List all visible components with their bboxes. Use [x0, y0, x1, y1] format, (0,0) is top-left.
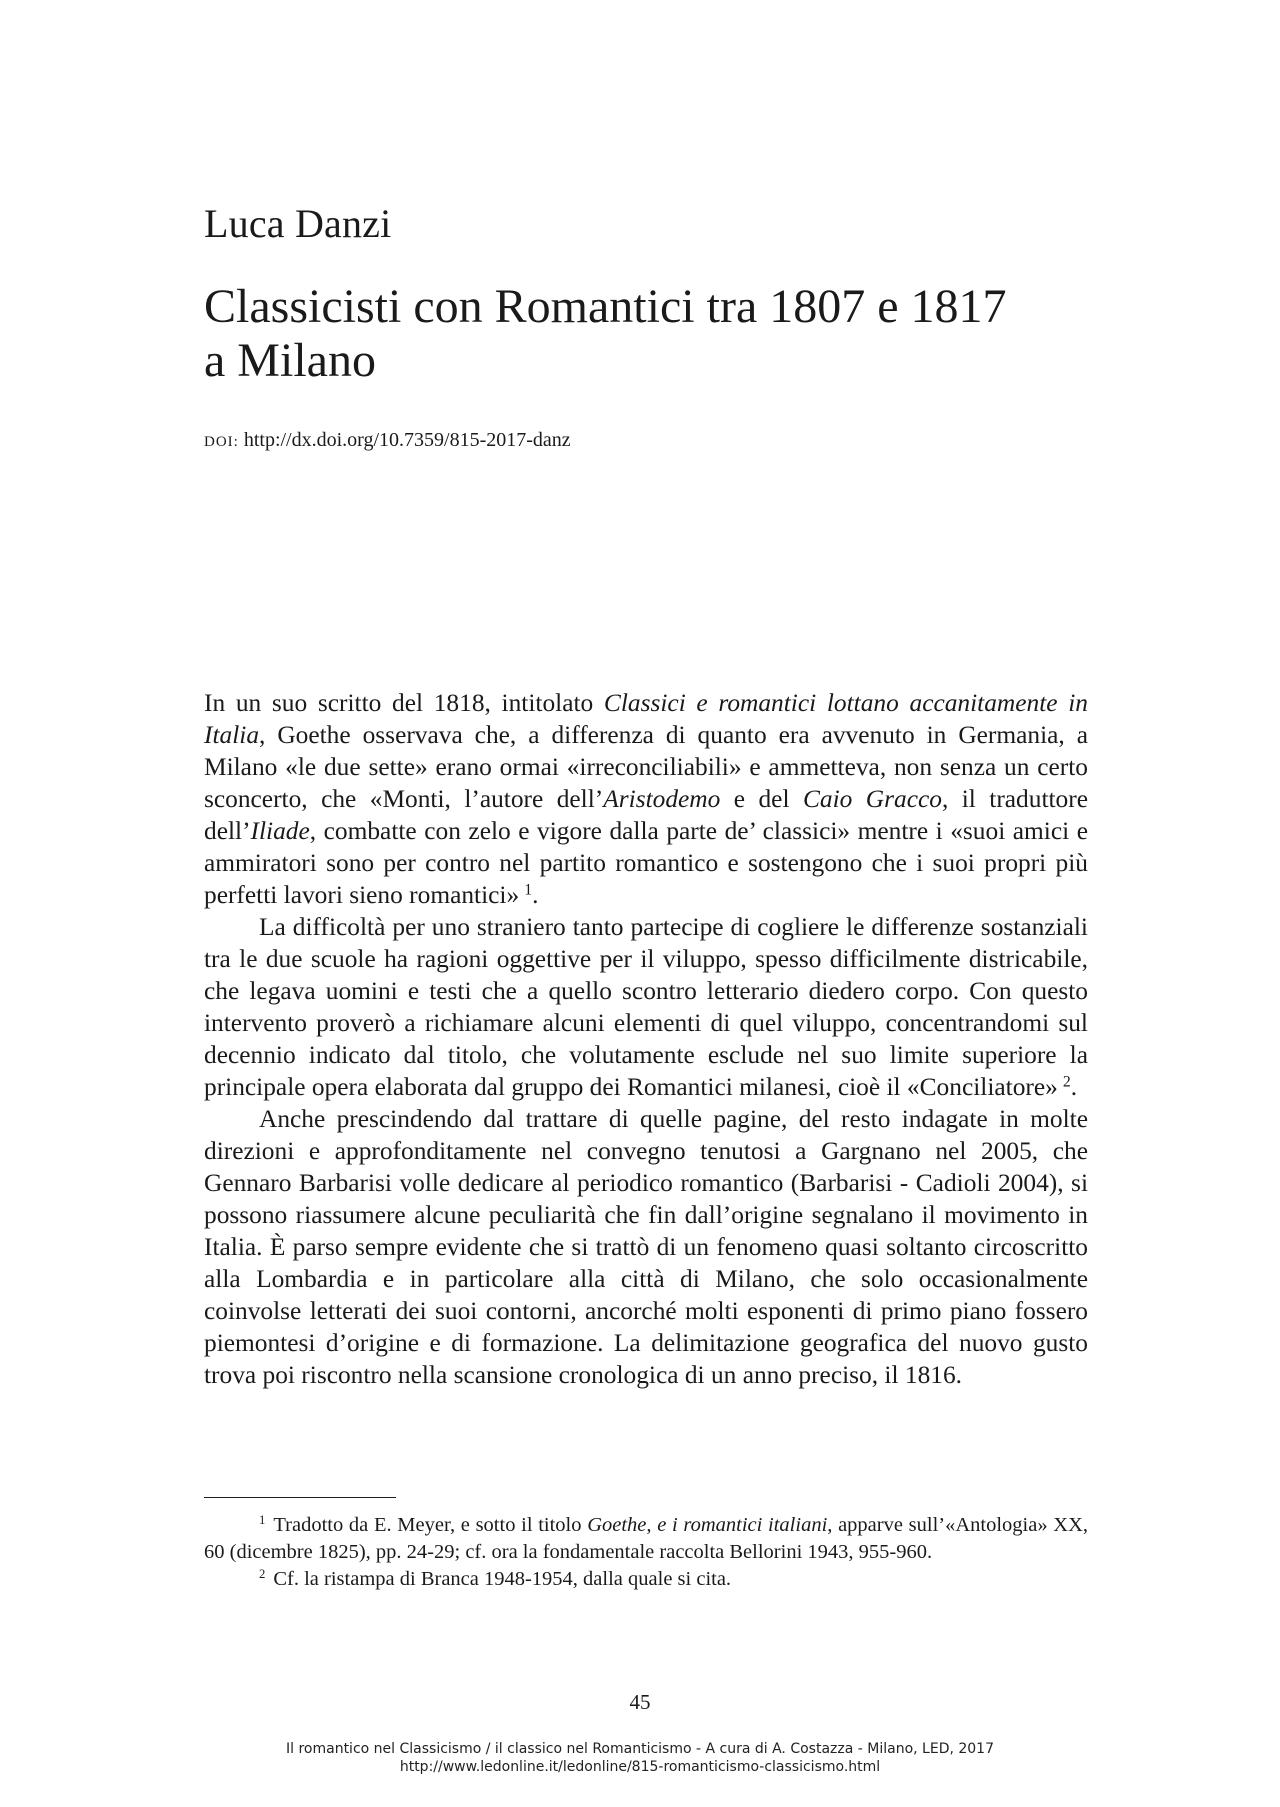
- doi-line: [204, 427, 571, 455]
- text-run: In un suo scritto del 1818, intitolato: [204, 689, 604, 717]
- text-run: Cf. la ristampa di Branca 1948-1954, dalla quale si cita.: [273, 1568, 732, 1590]
- page-number: 45: [629, 1690, 651, 1714]
- footnote-divider: [204, 1497, 396, 1498]
- body-text: [204, 687, 1088, 1391]
- italic-title: Caio Gracco: [802, 785, 942, 813]
- text-run: , apparve sull’«Antologia» XX, 60 (dicembre 1825), pp. 24-29; cf. ora la fondamentale raccolta Bellorini 1943, 955-960.: [204, 1514, 1089, 1563]
- footnote-1: [204, 1512, 1088, 1566]
- doi-label: DOI:: [204, 434, 239, 450]
- article-title-line-1: Classicisti con Romantici tra 1807 e 1817: [204, 280, 1007, 333]
- footnote-2: [204, 1566, 1088, 1593]
- text-run: , il traduttore dell’: [204, 785, 1088, 845]
- italic-title: Iliade: [250, 817, 310, 845]
- article-title-line-2: a Milano: [204, 334, 376, 387]
- italic-title: Classici e romantici lottano accanitamente in Italia: [204, 689, 1088, 749]
- paragraph-1: [204, 687, 1088, 911]
- text-run: e del: [720, 785, 803, 813]
- text-run: , combatte con zelo e vigore dalla parte de’ classici» mentre i «suoi amici e ammiratori sono per contro nel partito romantico e sostengono che i suoi propri più perfetti lavori sieno romantici»: [204, 817, 1088, 909]
- article-title: [204, 280, 1104, 388]
- page-footer: [0, 1740, 1280, 1776]
- doi-link[interactable]: http://dx.doi.org/10.7359/815-2017-danz: [243, 429, 571, 451]
- footnote-ref-1[interactable]: 1: [524, 881, 533, 899]
- author-name: Luca Danzi: [204, 201, 392, 246]
- italic-title: Aristodemo: [603, 785, 721, 813]
- footer-citation: Il romantico nel Classicismo / il classico nel Romanticismo - A cura di A. Costazza - Milano, LED, 2017: [286, 1741, 994, 1757]
- text-run: Anche prescindendo dal trattare di quelle pagine, del resto indagate in molte direzioni e approfonditamente nel convegno tenutosi a Gargnano nel 2005, che Gennaro Barbarisi volle dedicare al periodico romantico (Barbarisi - Cadioli 2004), si possono riassumere alcune peculiarità che fin dall’origine segnalano il movimento in Italia. È parso sempre evidente che si trattò di un fenomeno quasi soltanto circoscritto alla Lombardia e in particolare alla città di Milano, che solo occasionalmente coinvolse letterati dei suoi contorni, ancorché molti esponenti di primo piano fossero piemontesi d’origine e di formazione. La delimitazione geografica del nuovo gusto trova poi riscontro nella scansione cronologica di un anno preciso, il 1816.: [204, 1105, 1088, 1389]
- text-run: , Goethe osservava che, a differenza di quanto era avvenuto in Germania, a Milano «le due sette» erano ormai «irreconciliabili» e ammetteva, non senza un certo sconcerto, che «Monti, l’autore dell’: [204, 721, 1088, 813]
- paragraph-2: [204, 911, 1088, 1103]
- text-run: .: [1070, 1073, 1078, 1101]
- paragraph-3: [204, 1103, 1088, 1391]
- italic-title: Goethe, e i romantici italiani: [587, 1514, 828, 1536]
- footnote-number: 1: [259, 1513, 266, 1528]
- text-run: Tradotto da E. Meyer, e sotto il titolo: [273, 1514, 588, 1536]
- text-run: .: [532, 881, 539, 909]
- footer-url[interactable]: http://www.ledonline.it/ledonline/815-romanticismo-classicismo.html: [399, 1759, 881, 1775]
- footnotes: [204, 1512, 1088, 1593]
- footnote-ref-2[interactable]: 2: [1062, 1073, 1071, 1091]
- text-run: La difficoltà per uno straniero tanto partecipe di cogliere le differenze sostanziali tra le due scuole ha ragioni oggettive per il viluppo, spesso difficilmente districabile, che legava uomini e testi che a quello scontro letterario diedero corpo. Con questo intervento proverò a richiamare alcuni elementi di quel viluppo, concentrandomi sul decennio indicato dal titolo, che volutamente esclude nel suo limite superiore la principale opera elaborata dal gruppo dei Romantici milanesi, cioè il «Conciliatore»: [204, 913, 1088, 1101]
- footnote-number: 2: [259, 1567, 266, 1582]
